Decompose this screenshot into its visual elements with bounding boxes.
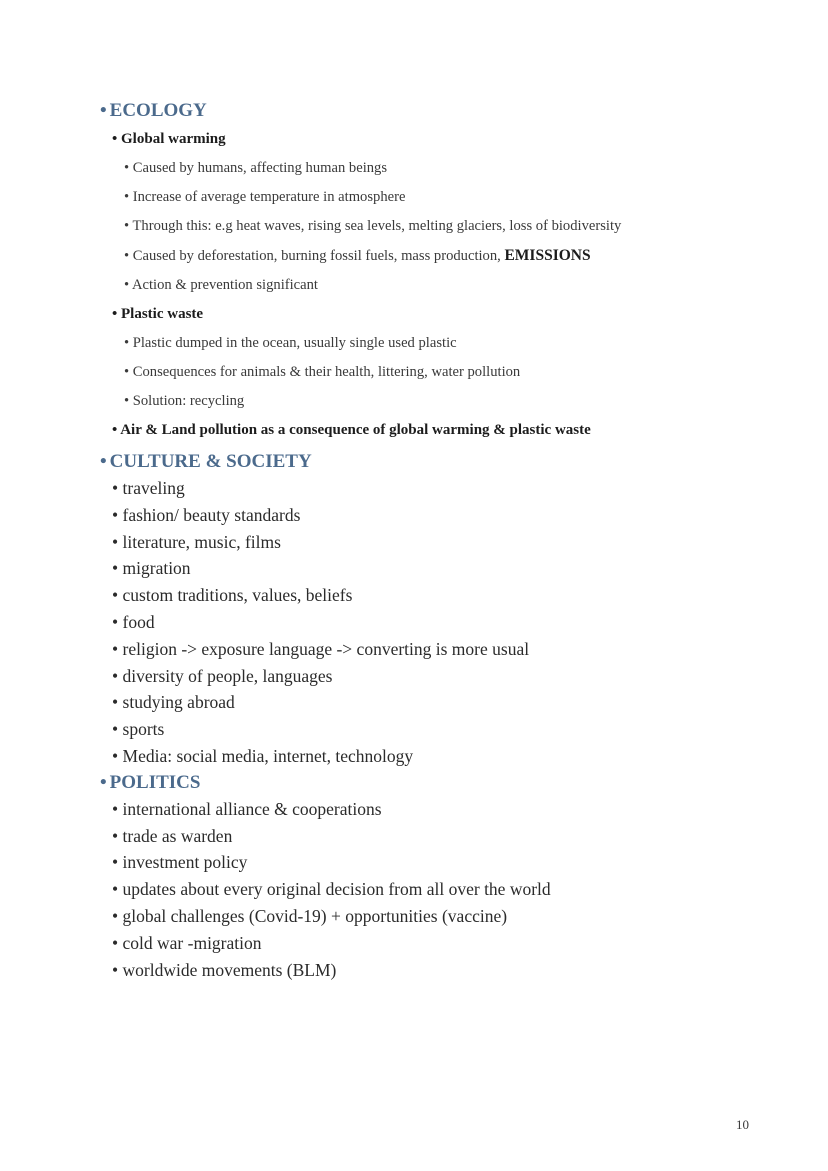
list-item: • Caused by humans, affecting human beings <box>124 160 388 176</box>
list-item: • global challenges (Covid-19) + opportunities (vaccine) <box>112 905 508 926</box>
list-item: • Plastic dumped in the ocean, usually single used plastic <box>124 335 457 351</box>
section-heading-ecology: • ECOLOGY <box>100 100 207 121</box>
list-item: • migration <box>112 558 191 579</box>
list-item: • investment policy <box>112 852 248 873</box>
list-item: • Caused by deforestation, burning fossil fuels, mass production, EMISSIONS <box>124 247 591 264</box>
list-item: • studying abroad <box>112 692 235 713</box>
list-item: • sports <box>112 719 165 740</box>
bullet: • <box>100 771 107 793</box>
list-item: • Through this: e.g heat waves, rising sea levels, melting glaciers, loss of biodiversity <box>124 218 622 234</box>
page-content <box>100 99 780 983</box>
list-item: • religion -> exposure language -> converting is more usual <box>112 638 530 659</box>
list-item: • Solution: recycling <box>124 393 245 409</box>
list-item: • trade as warden <box>112 825 233 846</box>
page-number: 10 <box>736 1117 749 1132</box>
list-item: • custom traditions, values, beliefs <box>112 585 353 606</box>
bullet: • <box>100 100 107 121</box>
subheading-global-warming: • Global warming <box>112 131 226 147</box>
emphasis-text: EMISSIONS <box>504 247 591 264</box>
list-item: • Increase of average temperature in atmosphere <box>124 189 406 205</box>
list-item: • cold war -migration <box>112 932 262 953</box>
list-item: • traveling <box>112 478 185 498</box>
list-item: • literature, music, films <box>112 531 281 552</box>
list-item: • diversity of people, languages <box>112 665 333 686</box>
subheading-air-land-pollution: • Air & Land pollution as a consequence of global warming & plastic waste <box>112 422 591 438</box>
list-item: • international alliance & cooperations <box>112 798 382 819</box>
list-item: • food <box>112 611 155 632</box>
list-item: • worldwide movements (BLM) <box>112 959 337 980</box>
list-item: • Media: social media, internet, technology <box>112 745 414 766</box>
list-item: • Action & prevention significant <box>124 277 318 293</box>
list-item: • fashion/ beauty standards <box>112 504 301 525</box>
list-item: • updates about every original decision from all over the world <box>112 879 551 900</box>
section-heading-culture-society: • CULTURE & SOCIETY <box>100 451 312 472</box>
bullet: • <box>100 451 107 472</box>
subheading-plastic-waste: • Plastic waste <box>112 306 204 322</box>
list-item: • Consequences for animals & their health, littering, water pollution <box>124 364 521 380</box>
section-heading-politics: • POLITICS <box>100 771 201 793</box>
